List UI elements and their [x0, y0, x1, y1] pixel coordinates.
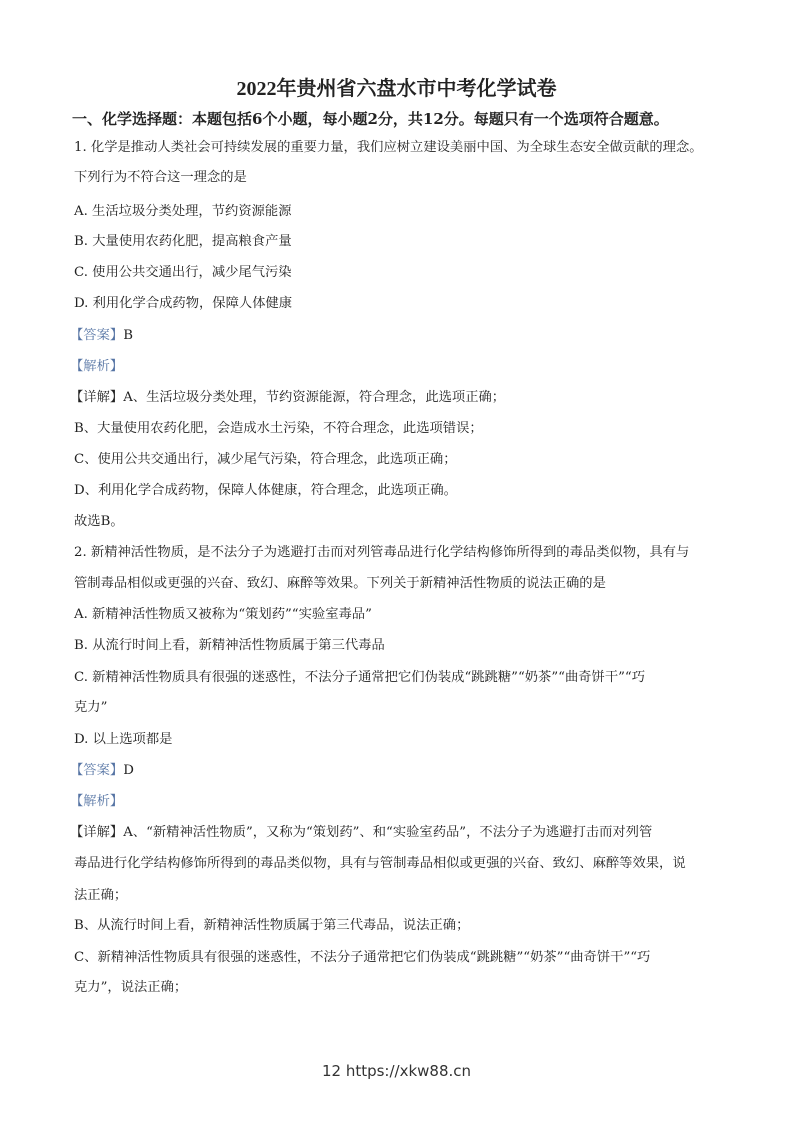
detail-text: A、生活垃圾分类处理，节约资源能源，符合理念，此选项正确； [123, 390, 506, 405]
q2-detail-line: B、从流行时间上看，新精神活性物质属于第三代毒品，说法正确； [74, 918, 470, 933]
q2-stem: 2. 新精神活性物质，是不法分子为逃避打击而对列管毒品进行化学结构修饰所得到的毒品类似物，具有与 [74, 545, 690, 560]
q2-detail [70, 824, 652, 842]
answer-tag: 【答案】 [70, 328, 124, 343]
q2-option-c: C. 新精神活性物质具有很强的迷惑性，不法分子通常把它们伪装成“跳跳糖”“奶茶”“曲奇饼干”“巧 [74, 670, 646, 685]
detail-text: A、“新精神活性物质”，又称为“策划药”、和“实验室药品”，不法分子为逃避打击而对列管 [123, 825, 653, 840]
page-footer: 12 https://xkw88.cn [321, 1062, 472, 1080]
q1-option-a: A. 生活垃圾分类处理，节约资源能源 [74, 204, 292, 219]
q1-option-d: D. 利用化学合成药物，保障人体健康 [74, 296, 293, 311]
q1-detail-line: B、大量使用农药化肥，会造成水土污染，不符合理念，此选项错误； [74, 421, 483, 436]
q2-analysis-tag: 【解析】 [70, 794, 124, 809]
q1-answer [70, 327, 133, 345]
detail-tag: 【详解】 [70, 825, 124, 840]
q1-conclusion: 故选B。 [74, 514, 124, 529]
q1-stem: 下列行为不符合这一理念的是 [74, 170, 247, 185]
q2-option-b: B. 从流行时间上看，新精神活性物质属于第三代毒品 [74, 638, 385, 653]
q2-stem: 管制毒品相似或更强的兴奋、致幻、麻醉等效果。下列关于新精神活性物质的说法正确的是 [74, 576, 606, 591]
q1-detail [70, 389, 505, 407]
q1-option-b: B. 大量使用农药化肥，提高粮食产量 [74, 234, 292, 249]
answer-value: D [123, 763, 134, 778]
q2-detail-line: 毒品进行化学结构修饰所得到的毒品类似物，具有与管制毒品相似或更强的兴奋、致幻、麻醉等效果，说 [74, 856, 686, 871]
document-title: 2022年贵州省六盘水市中考化学试卷 [236, 78, 557, 100]
q2-detail-line: C、新精神活性物质具有很强的迷惑性，不法分子通常把它们伪装成“跳跳糖”“奶茶”“曲奇饼干”“巧 [74, 950, 651, 965]
q1-option-c: C. 使用公共交通出行，减少尾气污染 [74, 265, 292, 280]
q1-detail-line: C、使用公共交通出行，减少尾气污染，符合理念，此选项正确； [74, 452, 457, 467]
q2-option-a: A. 新精神活性物质又被称为“策划药”“实验室毒品” [74, 607, 372, 622]
detail-tag: 【详解】 [70, 390, 124, 405]
q2-option-d: D. 以上选项都是 [74, 732, 173, 747]
q2-detail-line: 克力”，说法正确； [74, 980, 188, 995]
q1-detail-line: D、利用化学合成药物，保障人体健康，符合理念，此选项正确。 [74, 483, 457, 498]
q1-stem: 1. 化学是推动人类社会可持续发展的重要力量，我们应树立建设美丽中国、为全球生态安全做贡献的理念。 [74, 140, 703, 155]
q2-detail-line: 法正确； [74, 888, 128, 903]
q1-analysis-tag: 【解析】 [70, 359, 124, 374]
q2-option-c-cont: 克力” [74, 700, 108, 715]
section-heading: 一、化学选择题：本题包括6个小题，每小题2分，共12分。每题只有一个选项符合题意。 [72, 110, 669, 128]
answer-value: B [123, 328, 133, 343]
q2-answer [70, 762, 134, 780]
answer-tag: 【答案】 [70, 763, 124, 778]
